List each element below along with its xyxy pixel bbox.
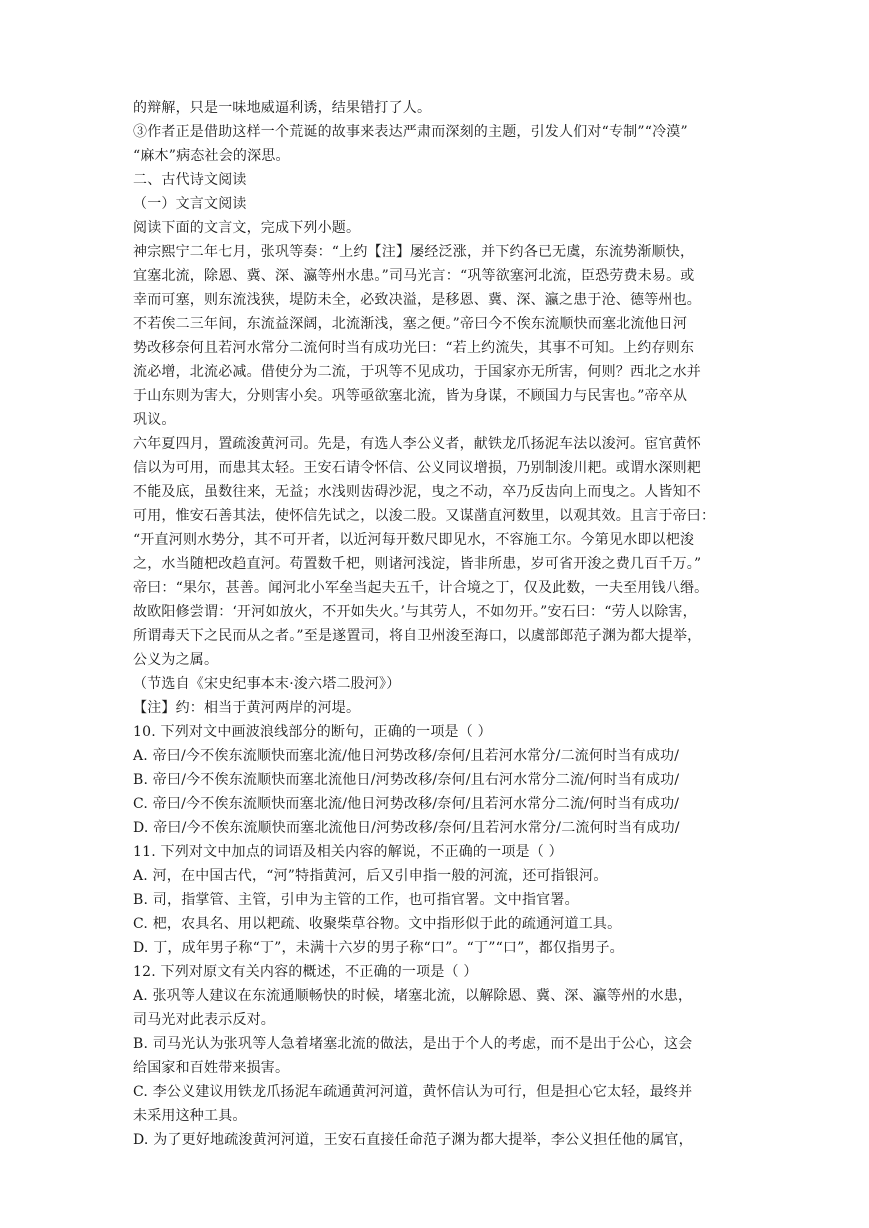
passage-line: 神宗熙宁二年七月，张巩等奏：“上约【注】屡经泛涨，并下约各已无虞，东流势渐顺快， <box>133 244 695 260</box>
passage-line: 之，水当随杷改趋直河。苟置数千杷，则诸河浅淀，皆非所患，岁可省开浚之费几百千万。” <box>133 556 702 572</box>
passage-line: 所谓毒天下之民而从之者。”至是遂置司，将自卫州浚至海口，以虞部郎范子渊为都大提举， <box>133 628 702 644</box>
passage-line: 势改移奈何且若河水常分二流何时当有成功光曰：“若上约流失，其事不可知。上约存则东 <box>133 340 695 356</box>
passage-line: 于山东则为害大，分则害小矣。巩等亟欲塞北流，皆为身谋，不顾国力与民害也。”帝卒从 <box>133 388 688 404</box>
option-d: D. 丁，成年男子称“丁”，未满十六岁的男子称“口”。“丁”“口”，都仅指男子。 <box>133 940 624 956</box>
passage-line: 故欧阳修尝谓：‘开河如放火，不开如失火。’与其劳人，不如勿开。”安石曰：“劳人以除害， <box>133 604 697 620</box>
option-d: D. 帝曰/今不俟东流顺快而塞北流他日/河势改移/奈何/且若河水常分/二流何时当有成功/ <box>133 820 680 836</box>
option-c: C. 李公义建议用铁龙爪扬泥车疏通黄河河道，黄怀信认为可行，但是担心它太轻，最终并 <box>133 1084 693 1100</box>
option-d: D. 为了更好地疏浚黄河河道，王安石直接任命范子渊为都大提举，李公义担任他的属官， <box>133 1132 693 1148</box>
option-a: A. 帝曰/今不俟东流顺快而塞北流/他日河势改移/奈何/且若河水常分/二流何时当有成功/ <box>133 748 680 764</box>
option-c-continued: 未采用这种工具。 <box>133 1108 247 1124</box>
passage-line: 巩议。 <box>133 412 176 428</box>
passage-line: 幸而可塞，则东流浅狭，堤防未全，必致决溢，是移恩、冀、深、瀛之患于沧、德等州也。 <box>133 292 701 308</box>
text-line: 的辩解，只是一味地威逼利诱，结果错打了人。 <box>133 100 432 116</box>
passage-line: 信以为可用，而患其太轻。王安石请令怀信、公义同议增损，乃别制浚川耙。或谓水深则耙 <box>133 460 701 476</box>
passage-line: 宜塞北流，除恩、冀、深、瀛等州水患。”司马光言：“巩等欲塞河北流，臣恐劳费未易。或 <box>133 268 695 284</box>
annotation-note: 【注】约：相当于黄河两岸的河堤。 <box>133 700 361 716</box>
passage-line: 不若俟二三年间，东流益深阔，北流渐浅，塞之便。”帝曰今不俟东流顺快而塞北流他日河 <box>133 316 688 332</box>
section-heading: 二、古代诗文阅读 <box>133 172 247 188</box>
passage-line: 帝曰：“果尔，甚善。闻河北小军垒当起夫五千，计合境之丁，仅及此数，一夫至用钱八缗。 <box>133 580 709 596</box>
passage-line: 可用，惟安石善其法，使怀信先试之，以浚二股。又谋凿直河数里，以观其效。且言于帝曰： <box>133 508 716 524</box>
passage-line: 不能及底，虽数往来，无益；水浅则齿碍沙泥，曳之不动，卒乃反齿向上而曳之。人皆知不 <box>133 484 701 500</box>
question-12: 12. 下列对原文有关内容的概述，不正确的一项是（ ） <box>133 964 478 980</box>
option-b: B. 帝曰/今不俟东流顺快而塞北流他日/河势改移/奈何/且右河水常分二流/何时当有成功/ <box>133 772 680 788</box>
instruction-text: 阅读下面的文言文，完成下列小题。 <box>133 220 361 236</box>
passage-line: 流必增，北流必减。借使分为二流，于巩等不见成功，于国家亦无所害，何则？西北之水并 <box>133 364 701 380</box>
question-11: 11. 下列对文中加点的词语及相关内容的解说，不正确的一项是（ ） <box>133 844 563 860</box>
option-b: B. 司，指掌管、主管，引申为主管的工作，也可指官署。文中指官署。 <box>133 892 579 908</box>
option-c: C. 帝曰/今不俟东流顺快而塞北流/他日河势改移/奈何/且若河水常分二流/何时当有成功/ <box>133 796 680 812</box>
document-page <box>133 96 743 1152</box>
option-a: A. 河，在中国古代，“河”特指黄河，后又引申指一般的河流，还可指银河。 <box>133 868 608 884</box>
source-citation: （节选自《宋史纪事本末·浚六塔二股河》） <box>133 676 401 692</box>
option-a-continued: 司马光对此表示反对。 <box>133 1012 275 1028</box>
option-b-continued: 给国家和百姓带来损害。 <box>133 1060 290 1076</box>
passage-line: 六年夏四月，置疏浚黄河司。先是，有选人李公义者，献铁龙爪扬泥车法以浚河。宦官黄怀 <box>133 436 701 452</box>
option-a: A. 张巩等人建议在东流通顺畅快的时候，堵塞北流，以解除恩、冀、深、瀛等州的水患， <box>133 988 693 1004</box>
text-line: “麻木”病态社会的深思。 <box>133 148 290 164</box>
text-line: ③作者正是借助这样一个荒诞的故事来表达严肃而深刻的主题，引发人们对“专制”“冷漠” <box>133 124 688 140</box>
option-b: B. 司马光认为张巩等人急着堵塞北流的做法，是出于个人的考虑，而不是出于公心，这会 <box>133 1036 693 1052</box>
passage-line: “开直河则水势分，其不可开者，以近河每开数尺即见水，不容施工尔。今第见水即以杷浚 <box>133 532 695 548</box>
passage-line: 公义为之属。 <box>133 652 219 668</box>
subsection-heading: （一）文言文阅读 <box>133 196 247 212</box>
option-c: C. 杷，农具名、用以耙疏、收聚柴草谷物。文中指形似于此的疏通河道工具。 <box>133 916 622 932</box>
question-10: 10. 下列对文中画波浪线部分的断句，正确的一项是（ ） <box>133 724 492 740</box>
